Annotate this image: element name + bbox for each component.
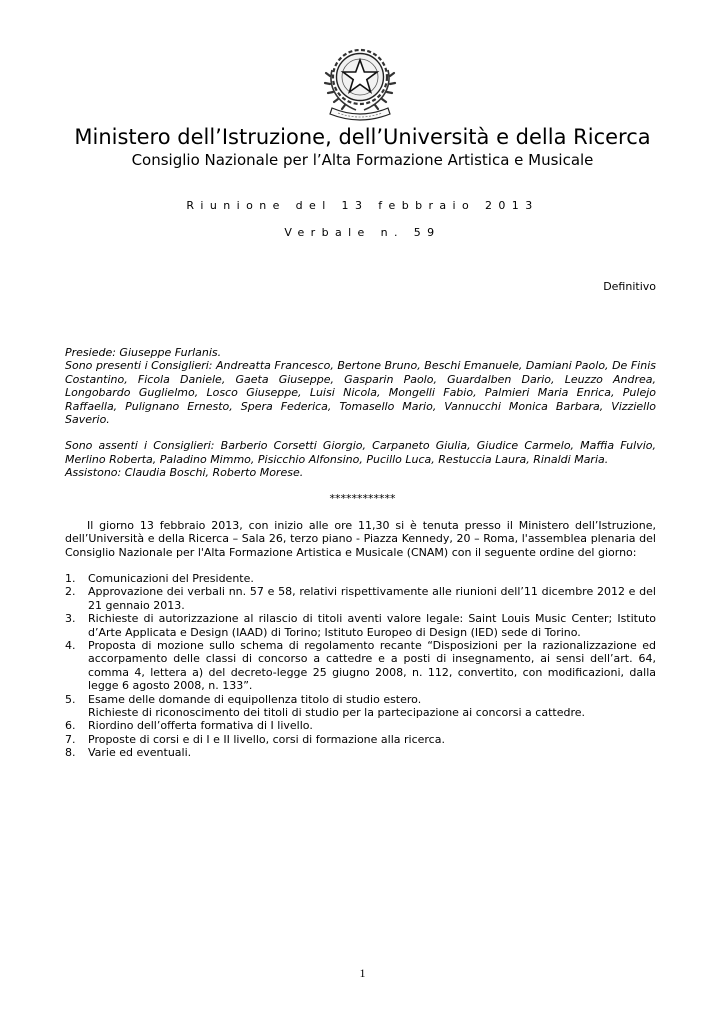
document-status: Definitivo [603,280,656,293]
agenda-item-text: Richieste di autorizzazione al rilascio di titoli aventi valore legale: Saint Louis Music Center; Istituto d’Arte Applicata e Design (IAAD) di Torino; Istituto Europeo di Design (IED) sede di Torino. [88,612,656,639]
agenda-item-number: 1. [65,572,76,585]
ministry-title: Ministero dell’Istruzione, dell’Università e della Ricerca [74,125,651,149]
italian-republic-emblem-icon [318,40,402,124]
agenda-item-number: 3. [65,612,76,626]
agenda-item [65,585,656,612]
paragraph-gap [65,426,656,439]
agenda-item [65,693,656,720]
absent-members: Sono assenti i Consiglieri: Barberio Corsetti Giorgio, Carpaneto Giulia, Giudice Carmelo, Maffia Fulvio, Merlino Roberta, Paladino Mimmo, Pisicchio Alfonsino, Pucillo Luca, Restuccia Laura, Rinaldi Maria. [65,439,656,466]
section-separator: ************ [329,492,396,505]
agenda-item [65,612,656,639]
agenda-item-text: Comunicazioni del Presidente. [88,572,254,585]
meeting-date-line: Riunione del 13 febbraio 2013 [186,199,539,212]
agenda-item-text: Varie ed eventuali. [88,746,192,760]
attendance-block [65,346,656,480]
present-members: Sono presenti i Consiglieri: Andreatta Francesco, Bertone Bruno, Beschi Emanuele, Damiani Paolo, De Finis Costantino, Ficola Daniele, Gaeta Giuseppe, Gasparin Paolo, Guardalben Dario, Leuzzo Andrea, Longobardo Guglielmo, Losco Giuseppe, Luisi Nicola, Mongelli Fabio, Palmieri Maria Enrica, Pulejo Raffaella, Pulignano Ernesto, Spera Federica, Tomasello Mario, Vannucchi Monica Barbara, Vizziello Saverio. [65,359,656,427]
council-subtitle: Consiglio Nazionale per l’Alta Formazione Artistica e Musicale [131,151,594,169]
president-line: Presiede: Giuseppe Furlanis. [65,346,222,359]
minutes-number-line: Verbale n. 59 [284,226,441,239]
agenda-item-text: Approvazione dei verbali nn. 57 e 58, relativi rispettivamente alle riunioni dell’11 dicembre 2012 e del 21 gennaio 2013. [88,585,656,612]
agenda-item-text: Riordino dell’offerta formativa di I livello. [88,719,313,733]
agenda-list [65,572,656,760]
agenda-item-text: Proposta di mozione sullo schema di regolamento recante “Disposizioni per la razionalizzazione ed accorpamento delle classi di concorso a cattedre e a posti di insegnamento, ai sensi dell’art. 64, comma 4, lettera a) del decreto-legge 25 giugno 2008, n. 112, convertito, con modificazioni, dalla legge 6 agosto 2008, n. 133”. [88,639,656,693]
agenda-item [65,639,656,693]
agenda-item-subtext: Richieste di riconoscimento dei titoli di studio per la partecipazione ai concorsi a cattedre. [88,706,585,720]
agenda-item-text: Esame delle domande di equipollenza titolo di studio estero. [88,692,422,706]
agenda-item-number: 8. [65,746,76,760]
agenda-item-text: Proposte di corsi e di I e II livello, corsi di formazione alla ricerca. [88,732,445,746]
intro-paragraph: Il giorno 13 febbraio 2013, con inizio alle ore 11,30 si è tenuta presso il Ministero dell’Istruzione, dell’Università e della Ricerca – Sala 26, terzo piano - Piazza Kennedy, 20 – Roma, l'assemblea plenaria del Consiglio Nazionale per l'Alta Formazione Artistica e Musicale (CNAM) con il seguente ordine del giorno: [65,519,656,559]
agenda-item [65,746,656,759]
agenda-item [65,572,656,585]
agenda-item-number: 5. [65,692,76,706]
agenda-item [65,719,656,732]
agenda-item [65,733,656,746]
agenda-item-number: 7. [65,732,76,746]
page-number: 1 [359,966,366,980]
agenda-item-number: 6. [65,719,76,733]
assistants-line: Assistono: Claudia Boschi, Roberto Morese. [65,466,304,480]
agenda-item-number: 4. [65,639,76,653]
agenda-item-number: 2. [65,585,76,599]
